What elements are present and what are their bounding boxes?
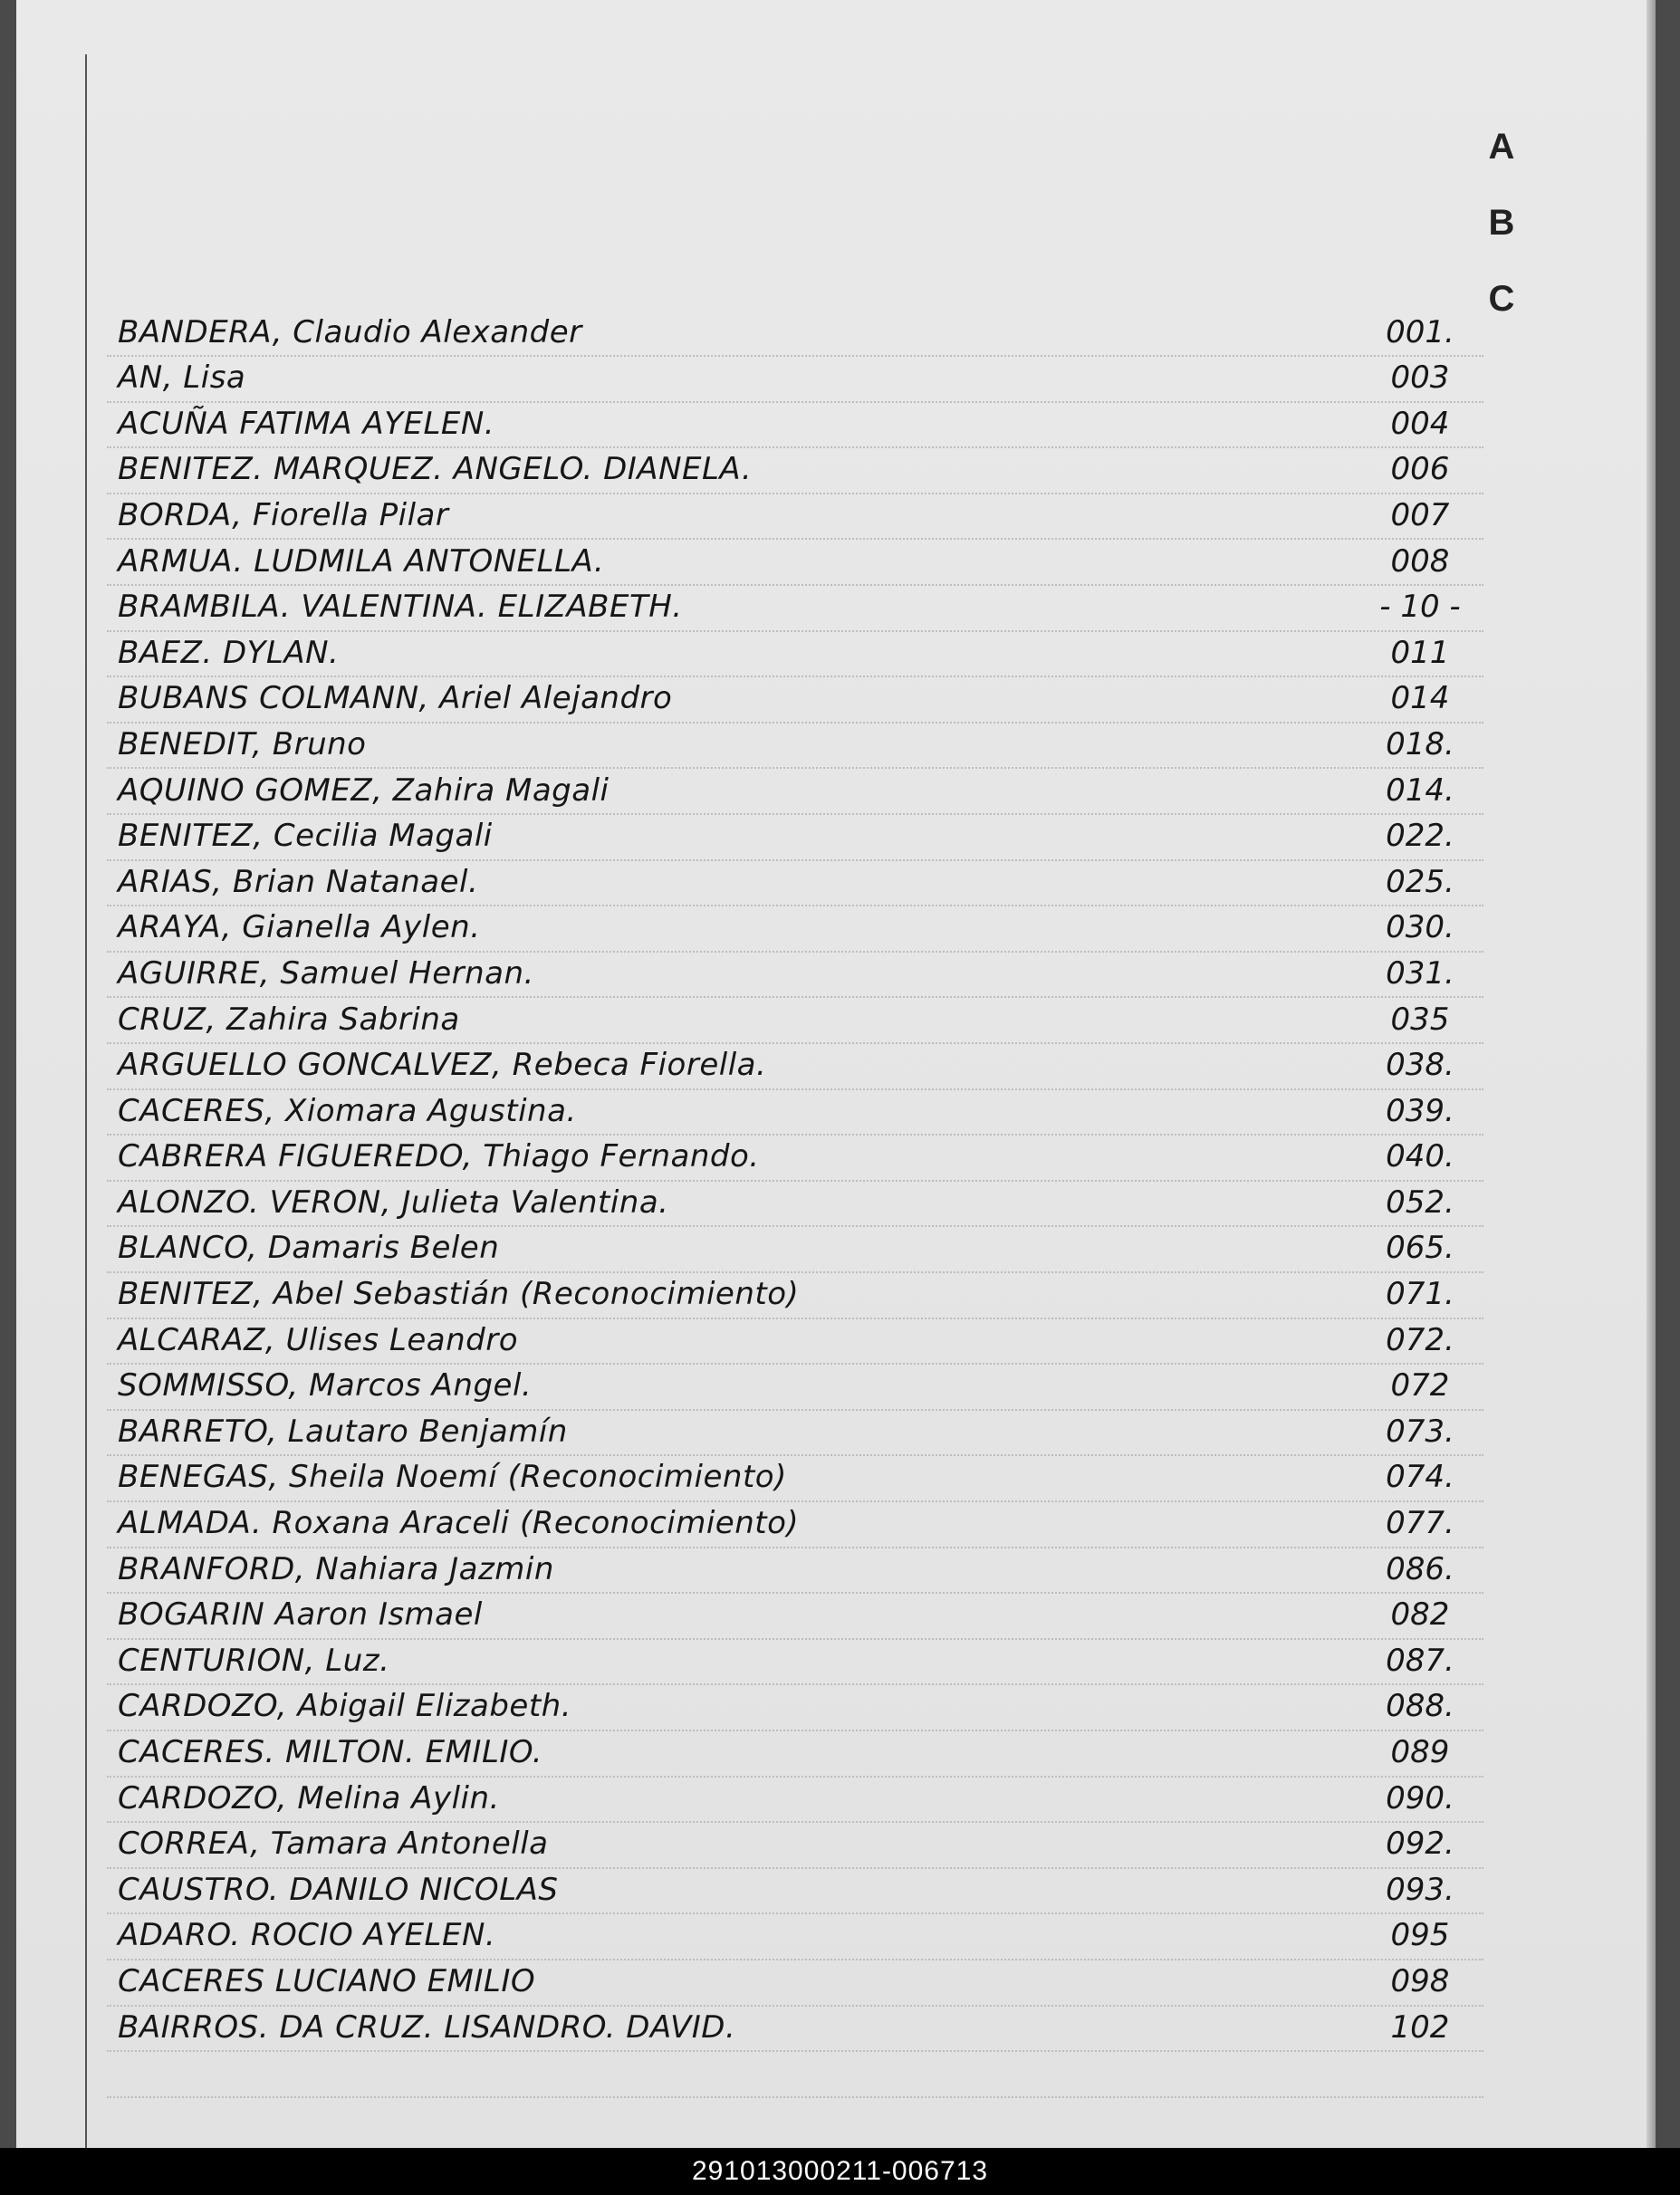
list-item [107,1043,1483,1089]
index-letter-c: C [1488,279,1515,319]
entry-name: BANDERA, Claudio Alexander [118,313,582,350]
entry-number: 022. [1386,818,1454,855]
entry-number: 089 [1390,1734,1450,1770]
list-item [107,997,1483,1043]
entry-number: 008 [1390,542,1450,580]
entry-number: 071. [1386,1276,1454,1313]
page-edge [1646,0,1656,2148]
entry-number: 031. [1386,954,1454,992]
list-item [107,356,1483,402]
entry-name: CACERES. MILTON. EMILIO. [118,1734,543,1770]
entry-number: 001. [1386,313,1454,350]
entry-number: 086. [1386,1550,1454,1587]
entry-number: 030. [1386,909,1454,946]
index-letter-b: B [1488,203,1515,243]
entry-number: 004 [1390,405,1450,442]
list-item [107,630,1483,676]
entry-number: 090. [1386,1779,1454,1816]
entry-name: CACERES, Xiomara Agustina. [118,1092,577,1129]
entry-name: AN, Lisa [118,359,246,397]
list-item [107,1867,1483,1913]
entry-name: ALONZO. VERON, Julieta Valentina. [118,1184,669,1221]
list-item [107,1271,1483,1318]
list-item [107,906,1483,952]
entry-name: ARAYA, Gianella Aylen. [118,909,481,946]
list-item [107,401,1483,447]
list-item [107,1455,1483,1501]
entry-number: 018. [1386,725,1454,762]
entry-name: ARGUELLO GONCALVEZ, Rebeca Fiorella. [118,1047,767,1084]
entry-name: BENEDIT, Bruno [118,725,367,762]
list-item [107,1593,1483,1639]
entry-name: ALCARAZ, Ulises Leandro [118,1321,519,1358]
entry-name: BAEZ. DYLAN. [118,634,340,671]
list-item [107,859,1483,906]
entry-name: BARRETO, Lautaro Benjamín [118,1413,568,1450]
list-item [107,1409,1483,1455]
entry-name: BUBANS COLMANN, Ariel Alejandro [118,680,673,717]
list-item [107,1638,1483,1684]
entry-number: 095 [1390,1917,1450,1954]
entry-number: 077. [1386,1505,1454,1542]
entry-name: CARDOZO, Abigail Elizabeth. [118,1688,572,1725]
list-item [107,1730,1483,1776]
rule-line [107,2096,1483,2098]
entry-name: CAUSTRO. DANILO NICOLAS [118,1871,559,1908]
list-item [107,585,1483,631]
entry-name: BENITEZ. MARQUEZ. ANGELO. DIANELA. [118,451,753,488]
list-item [107,1822,1483,1868]
margin-line [85,54,87,2148]
list-item [107,676,1483,723]
entry-number: 014. [1386,772,1454,809]
list-item [107,768,1483,814]
entry-number: 088. [1386,1688,1454,1725]
entry-number: 087. [1386,1642,1454,1679]
list-item [107,1318,1483,1364]
entry-name: BRANFORD, Nahiara Jazmin [118,1550,554,1587]
entry-name: AQUINO GOMEZ, Zahira Magali [118,772,610,809]
entry-name: BENITEZ, Cecilia Magali [118,818,493,855]
entry-name: CABRERA FIGUEREDO, Thiago Fernando. [118,1138,760,1175]
entry-name: BOGARIN Aaron Ismael [118,1596,483,1634]
entry-name: AGUIRRE, Samuel Hernan. [118,954,534,992]
entry-name: ACUÑA FATIMA AYELEN. [118,405,495,442]
list-item [107,1684,1483,1730]
entry-name: SOMMISSO, Marcos Angel. [118,1367,533,1404]
entry-number: 065. [1386,1230,1454,1267]
list-item [107,447,1483,494]
list-item [107,493,1483,539]
list-item [107,814,1483,860]
entry-number: 092. [1386,1826,1454,1863]
list-item [107,1135,1483,1181]
entry-number: 102 [1390,2008,1450,2046]
entry-name: BORDA, Fiorella Pilar [118,496,449,533]
entry-name: ARIAS, Brian Natanael. [118,863,479,900]
entry-number: 098 [1390,1962,1450,1999]
document-code: 291013000211-006713 [0,2148,1680,2195]
entry-name: ALMADA. Roxana Araceli (Reconocimiento) [118,1505,800,1542]
entry-number: 025. [1386,863,1454,900]
entry-name: CARDOZO, Melina Aylin. [118,1779,500,1816]
entry-number: 006 [1390,451,1450,488]
list-item [107,1180,1483,1226]
entry-number: 003 [1390,359,1450,397]
entry-number: 082 [1390,1596,1450,1634]
list-item [107,1776,1483,1822]
index-letters [1474,109,1529,337]
entry-number: 038. [1386,1047,1454,1084]
list-item [107,1364,1483,1410]
list-item [107,1913,1483,1960]
entry-number: 007 [1390,496,1450,533]
notebook-page [16,0,1656,2148]
entry-name: ARMUA. LUDMILA ANTONELLA. [118,542,605,580]
list-item [107,539,1483,585]
list-item [107,1500,1483,1547]
entry-name: CORREA, Tamara Antonella [118,1826,549,1863]
entry-name: ADARO. ROCIO AYELEN. [118,1917,496,1954]
entry-number: - 10 - [1379,589,1461,626]
list-item [107,951,1483,997]
entry-name: BENEGAS, Sheila Noemí (Reconocimiento) [118,1459,787,1496]
list-item [107,1088,1483,1135]
entry-number: 052. [1386,1184,1454,1221]
list-item [107,1226,1483,1272]
entry-name: BRAMBILA. VALENTINA. ELIZABETH. [118,589,683,626]
entry-number: 039. [1386,1092,1454,1129]
entry-number: 014 [1390,680,1450,717]
name-list [107,310,1483,2051]
entry-number: 073. [1386,1413,1454,1450]
entry-number: 040. [1386,1138,1454,1175]
list-item [107,722,1483,768]
entry-name: BAIRROS. DA CRUZ. LISANDRO. DAVID. [118,2008,736,2046]
entry-name: BENITEZ, Abel Sebastián (Reconocimiento) [118,1276,800,1313]
index-letter-a: A [1488,127,1515,167]
entry-name: CRUZ, Zahira Sabrina [118,1001,460,1038]
list-item [107,1547,1483,1593]
entry-number: 035 [1390,1001,1450,1038]
entry-name: BLANCO, Damaris Belen [118,1230,500,1267]
entry-number: 093. [1386,1871,1454,1908]
entry-number: 072. [1386,1321,1454,1358]
entry-name: CENTURION, Luz. [118,1642,390,1679]
list-item [107,310,1483,356]
entry-number: 074. [1386,1459,1454,1496]
entry-number: 011 [1390,634,1450,671]
entry-number: 072 [1390,1367,1450,1404]
entry-name: CACERES LUCIANO EMILIO [118,1962,536,1999]
list-item [107,2005,1483,2051]
list-item [107,1959,1483,2005]
